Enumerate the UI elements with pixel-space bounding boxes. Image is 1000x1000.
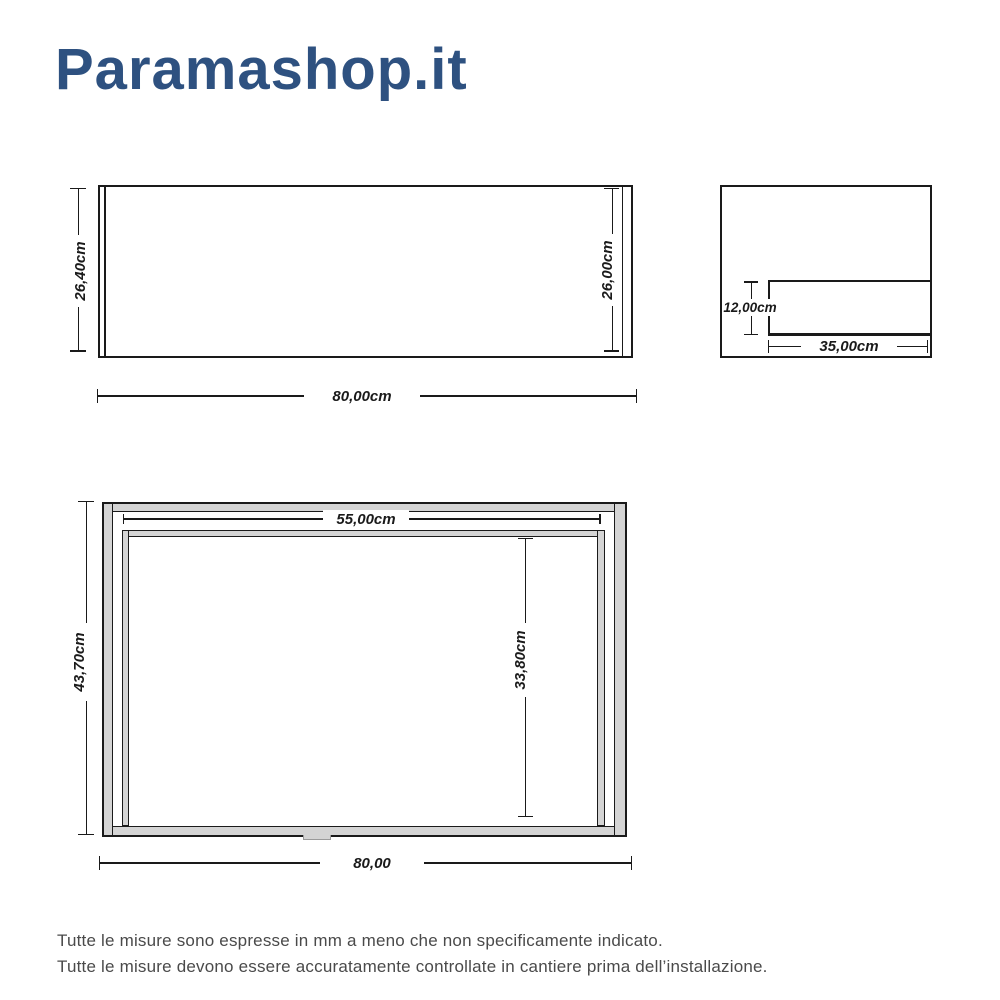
paramashop-logo: Paramashop.it	[55, 37, 468, 102]
footer-note-units: Tutte le misure sono espresse in mm a meno che non specificamente indicato.	[57, 931, 663, 950]
dim-label-top-view-width: 80,00cm	[304, 386, 420, 406]
dim-label-front-view-inner-width: 55,00cm	[323, 510, 409, 528]
front-view-left-jamb-line	[112, 503, 114, 836]
dim-label-top-view-inner-height: 26,00cm	[597, 234, 617, 306]
dimension-tick	[78, 834, 94, 836]
inner-frame-right-band	[597, 530, 605, 826]
dimension-tick	[599, 514, 601, 525]
inner-frame-left-band	[122, 530, 130, 826]
dimension-tick	[631, 856, 633, 870]
dimension-tick	[518, 816, 533, 818]
front-view-right-jamb-line	[614, 503, 616, 836]
dim-label-front-view-total-height: 43,70cm	[69, 623, 89, 701]
dim-label-front-view-total-width: 80,00	[320, 853, 424, 873]
dim-label-side-view-flap-height: 12,00cm	[723, 300, 777, 315]
dimension-tick	[123, 514, 125, 525]
dimension-tick	[99, 856, 101, 870]
dim-label-top-view-left-height: 26,40cm	[70, 235, 90, 307]
dimension-tick	[518, 538, 533, 540]
dim-label-front-view-opening-height: 33,80cm	[510, 623, 530, 697]
bottom-joint-tab	[303, 835, 331, 840]
dimension-tick	[78, 501, 94, 503]
inner-frame-top-band	[128, 530, 598, 537]
footer-note-check: Tutte le misure devono essere accuratamente controllate in cantiere prima dell’installazione.	[57, 957, 768, 976]
dim-label-side-view-depth: 35,00cm	[801, 337, 897, 355]
front-view-interior	[112, 511, 615, 827]
